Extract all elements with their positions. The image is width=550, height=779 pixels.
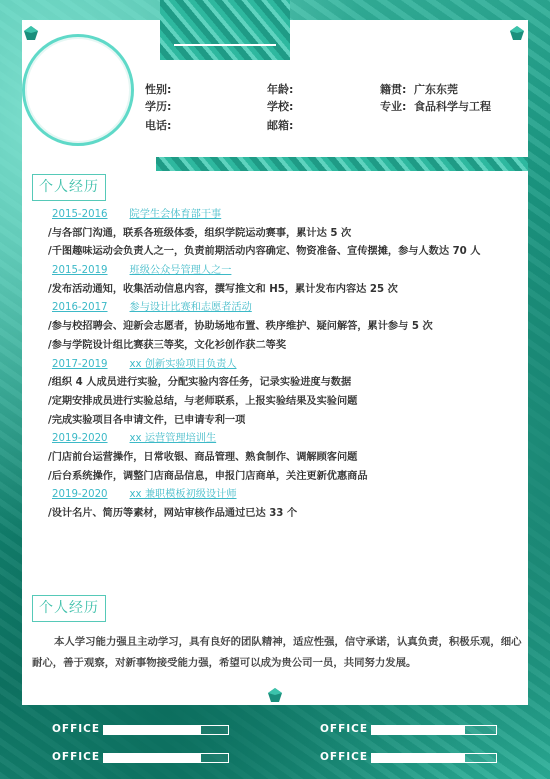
experience-entry-header — [48, 206, 528, 225]
skill-bar — [371, 725, 497, 735]
phone-label: 电话: — [145, 119, 172, 132]
experience-entry-header — [48, 262, 528, 281]
skill-bar-fill — [372, 754, 465, 762]
experience-role: 参与设计比赛和志愿者活动 — [129, 302, 252, 314]
experience-item: /门店前台运营操作，日常收银、商品管理、熟食制作、调解顾客问题 — [48, 451, 358, 463]
major-label: 专业: — [380, 100, 407, 113]
experience-item: /参与学院设计组比赛获三等奖，文化衫创作获二等奖 — [48, 339, 287, 351]
skill-bar-fill — [104, 726, 201, 734]
skill-bar — [371, 753, 497, 763]
corner-gem-icon — [24, 26, 38, 40]
experience-item: /发布活动通知，收集活动信息内容，撰写推文和 H5，累计发布内容达 25 次 — [48, 283, 398, 295]
experience-entry-header — [48, 430, 528, 449]
header-decor-line — [174, 44, 276, 46]
experience-role: xx 兼职模板初级设计师 — [129, 489, 237, 501]
summary-section-title: 个人经历 — [32, 595, 106, 622]
bottom-gem-icon — [268, 688, 282, 702]
experience-period: 2017-2019 — [52, 358, 108, 370]
experience-item: /千图趣味运动会负责人之一，负责前期活动内容确定、物资准备、宣传摆摊，参与人数达 70 人 — [48, 246, 481, 258]
origin-value: 广东东莞 — [414, 83, 458, 96]
experience-role: xx 运营管理培训生 — [129, 433, 217, 445]
experience-role: 院学生会体育部干事 — [129, 209, 222, 220]
experience-period: 2015-2016 — [52, 209, 108, 220]
experience-list — [48, 206, 528, 524]
skill-bar — [103, 753, 229, 763]
gender-label: 性别: — [145, 83, 172, 96]
experience-item: /参与校招聘会、迎新会志愿者，协助场地布置、秩序维护、疑问解答，累计参与 5 次 — [48, 321, 433, 333]
experience-item: /设计名片、简历等素材，网站审核作品通过已达 33 个 — [48, 508, 298, 519]
header-decor-band — [160, 0, 290, 60]
experience-item: /后台系统操作，调整门店商品信息，申报门店商单，关注更新优惠商品 — [48, 470, 368, 482]
skill-bar-fill — [104, 754, 201, 762]
experience-item: /完成实验项目各申请文件，已申请专利一项 — [48, 414, 246, 426]
origin-label: 籍贯: — [380, 83, 407, 96]
education-label: 学历: — [145, 100, 172, 113]
experience-section-title: 个人经历 — [32, 174, 106, 201]
experience-period: 2016-2017 — [52, 302, 108, 314]
age-label: 年龄: — [267, 83, 294, 96]
skill-label: OFFICE — [320, 723, 369, 735]
skill-label: OFFICE — [52, 751, 101, 763]
experience-entry-header — [48, 486, 528, 505]
mid-decor-band — [156, 157, 528, 171]
email-label: 邮箱: — [267, 119, 294, 132]
experience-item: /与各部门沟通，联系各班级体委，组织学院运动赛事，累计达 5 次 — [48, 227, 352, 239]
experience-period: 2019-2020 — [52, 489, 108, 501]
avatar-photo-frame[interactable] — [22, 34, 134, 146]
experience-role: xx 创新实验项目负责人 — [129, 358, 237, 370]
skill-bar — [103, 725, 229, 735]
skill-bar-fill — [372, 726, 465, 734]
skill-label: OFFICE — [320, 751, 369, 763]
corner-gem-icon — [510, 26, 524, 40]
experience-item: /定期安排成员进行实验总结，与老师联系，上报实验结果及实验问题 — [48, 395, 358, 407]
experience-role: 班级公众号管理人之一 — [129, 265, 232, 277]
experience-period: 2015-2019 — [52, 265, 108, 277]
experience-item: /组织 4 人成员进行实验，分配实验内容任务，记录实验进度与数据 — [48, 377, 352, 389]
experience-period: 2019-2020 — [52, 433, 108, 445]
experience-entry-header — [48, 356, 528, 375]
school-label: 学校: — [267, 100, 294, 113]
major-value: 食品科学与工程 — [414, 100, 491, 113]
experience-entry-header — [48, 299, 528, 318]
summary-text: 本人学习能力强且主动学习，具有良好的团队精神，适应性强，信守承诺，认真负责，积极乐观，细心耐心，善于观察，对新事物接受能力强，希望可以成为贵公司一员，共同努力发展。 — [32, 636, 522, 669]
skill-label: OFFICE — [52, 723, 101, 735]
